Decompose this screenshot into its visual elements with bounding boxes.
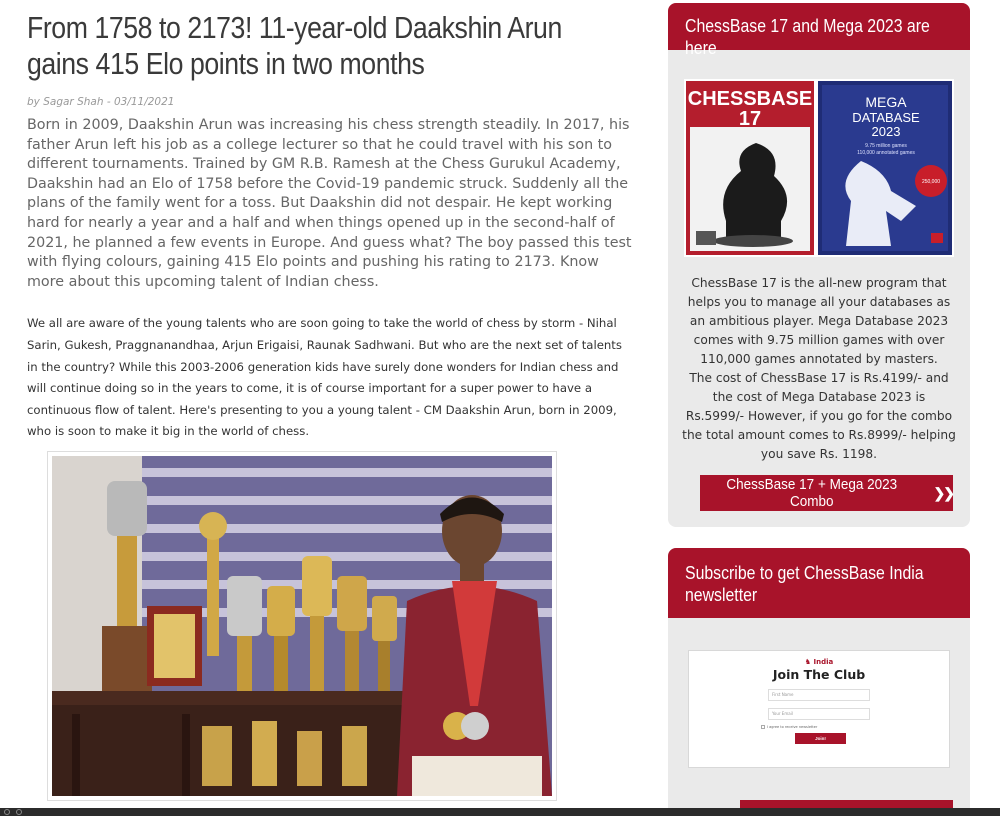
newsletter-widget — [668, 548, 970, 816]
article-photo — [47, 451, 557, 801]
box-right-sub-2: 110,000 annotated games — [857, 150, 915, 156]
newsletter-heading: Subscribe to get ChessBase India newsletter — [668, 548, 970, 618]
double-chevron-right-icon: ❯❯ — [933, 484, 953, 501]
combo-button-label: ChessBase 17 + Mega 2023 Combo — [726, 476, 898, 510]
consent-checkbox[interactable]: I agree to receive newsletter — [761, 725, 949, 729]
article-lead: Born in 2009, Daakshin Arun was increasing his chess strength steadily. In 2017, his father Arun left his job as a college lecturer so that he could travel with his son to different tournaments. Trained by GM R.B. Ramesh at the Chess Gurukul Academy, Daakshin had an Elo of 1758 before the Covid-19 pandemic struck. Suddenly all the plans of the family went for a toss. But Daakshin did not despair. He kept working hard for nearly a year and a half and when things opened up in the second-half of 2021, he planned a few events in Europe. And guess what? The boy passed this test with flying colours, gaining 415 Elo points and pushing his rating to 2173. Know more about this upcoming talent of Indian chess. — [27, 117, 632, 290]
join-club-form — [688, 650, 950, 768]
article — [27, 10, 632, 443]
first-name-field[interactable]: First Name — [768, 689, 870, 701]
join-club-title: Join The Club — [772, 667, 866, 682]
taskbar-icon[interactable] — [4, 809, 10, 815]
trophies-photo-illustration — [52, 456, 552, 796]
box-right-title-2: DATABASE — [852, 110, 920, 125]
chessbase-india-logo: ♞ India — [804, 658, 834, 666]
article-title: From 1758 to 2173! 11-year-old Daakshin Arun gains 415 Elo points in two months — [27, 10, 562, 81]
box-left-title: CHESSBASE — [687, 88, 813, 110]
taskbar-strip — [0, 808, 1000, 816]
box-right-year: 2023 — [871, 124, 901, 139]
chessbase-mega-boxes — [686, 81, 952, 255]
box-right-sub-1: 9.75 million games — [865, 143, 907, 149]
checkbox-icon — [761, 725, 765, 729]
article-body: We all are aware of the young talents who are soon going to take the world of chess by storm - Nihal Sarin, Gukesh, Praggnanandhaa, Arjun Erigaisi, Raunak Sadhwani. But who are the next set of talents in the country? While this 2003-2006 generation kids have surely done wonders for Indian chess and will continue doing so in the years to come, it is of course important for a super power to have a continuous flow of talent. Here's presenting to you a young talent - CM Daakshin Arun, born in 2009, who is soon to make it big in the world of chess. — [27, 316, 622, 439]
promo-widget — [668, 3, 970, 527]
combo-buy-button[interactable] — [700, 475, 953, 511]
taskbar-icon[interactable] — [16, 809, 22, 815]
promo-description: ChessBase 17 is the all-new program that helps you to manage all your databases as an ambitious player. Mega Database 2023 comes with 9.75 million games with over 110,000 games annotated by masters. The cost of ChessBase 17 is Rs.4199/- and the cost of Mega Database 2023 is Rs.5999/- However, if you go for the combo the total amount comes to Rs.8999/- helping you save Rs. 1198. — [682, 276, 956, 461]
box-right-title-1: MEGA — [865, 94, 907, 110]
article-byline: by Sagar Shah - 03/11/2021 — [27, 96, 175, 108]
box-left-number: 17 — [738, 108, 762, 130]
promo-heading: ChessBase 17 and Mega 2023 are here — [668, 3, 970, 50]
email-field[interactable]: Your Email — [768, 708, 870, 720]
box-right-badge: 250,000 — [921, 179, 941, 185]
join-button[interactable]: Join! — [795, 733, 846, 744]
product-box-image[interactable] — [684, 79, 954, 257]
